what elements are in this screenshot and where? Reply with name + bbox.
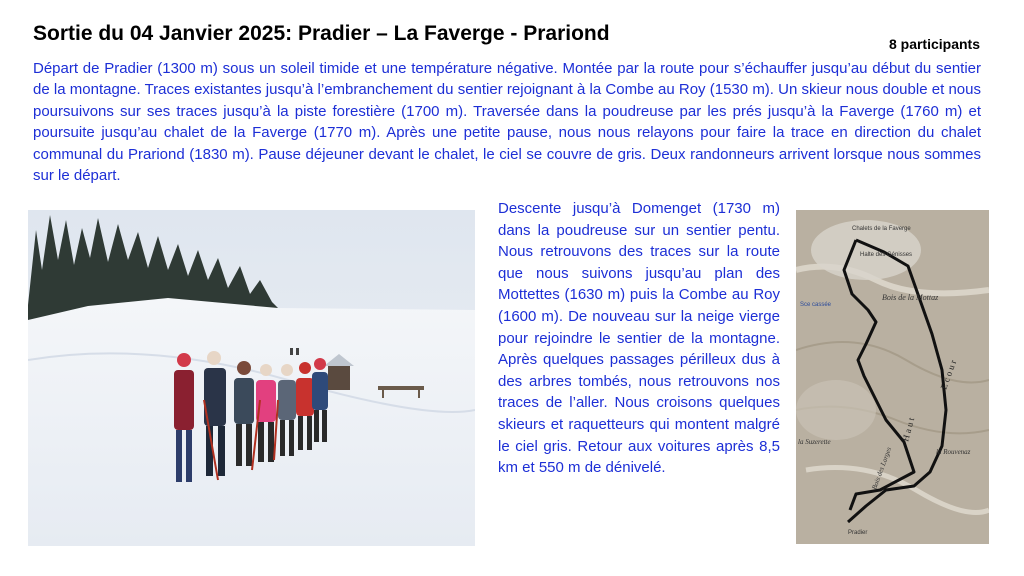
- map-label-pradier: Pradier: [848, 530, 868, 536]
- map-label-suzerette: la Suzerette: [798, 438, 831, 446]
- descent-paragraph: Descente jusqu’à Domenget (1730 m) dans la poudreuse sur un sentier pentu. Nous retrouvons des traces sur la route que nous suivons jusqu’au plan des Mottettes (1630 m) puis la Combe au Roy (1600 m). De nouveau sur la neige vierge pour rejoindre le sentier de la montagne. Après quelques passages périlleux dus à des arbres tombés, nous retrouvons nos traces de l’aller. Nous croisons quelques skieurs et raquetteurs qui montent malgré le ciel gris. Retour aux voitures après 8,5 km et 550 m de dénivelé.: [498, 200, 780, 477]
- map-label-rouvenaz: la Rouvenaz: [936, 448, 971, 456]
- participants-count: 8 participants: [888, 36, 980, 52]
- map-label-ecour: E c o u r: [938, 358, 959, 391]
- map-label-bois-mottaz: Bois de la Mottaz: [882, 293, 939, 302]
- group-photo: [28, 210, 475, 546]
- page-title: Sortie du 04 Janvier 2025: Pradier – La Faverge - Prariond: [33, 22, 610, 45]
- map-label-haut: H a u t: [900, 416, 917, 443]
- map-label-sce-cassee: Sce cassée: [800, 302, 832, 308]
- intro-paragraph: Départ de Pradier (1300 m) sous un soleil timide et une température négative. Montée par la route pour s’échauffer jusqu’au début du sentier de la montagne. Traces existantes jusqu’à l’embranchement du sentier rejoignant à la Combe au Roy (1530 m). Un skieur nous double et nous poursuivons sur ses traces jusqu’à la piste forestière (1700 m). Traversée dans la poudreuse par les prés jusqu’à la Faverge (1760 m) et poursuite jusqu’au chalet de la Faverge (1770 m). Après une petite pause, nous nous relayons pour faire la trace en direction du chalet communal du Prariond (1830 m). Pause déjeuner devant le chalet, le ciel se couvre de gris. Deux randonneurs arrivent lorsque nous sommes sur le départ.: [33, 60, 981, 185]
- route-map: [796, 210, 989, 544]
- map-label-bois-larges: Bois des Larges: [870, 446, 894, 491]
- map-label-halte: Halte des Génisses: [860, 252, 913, 258]
- map-label-chalet: Chalets de la Faverge: [852, 226, 911, 232]
